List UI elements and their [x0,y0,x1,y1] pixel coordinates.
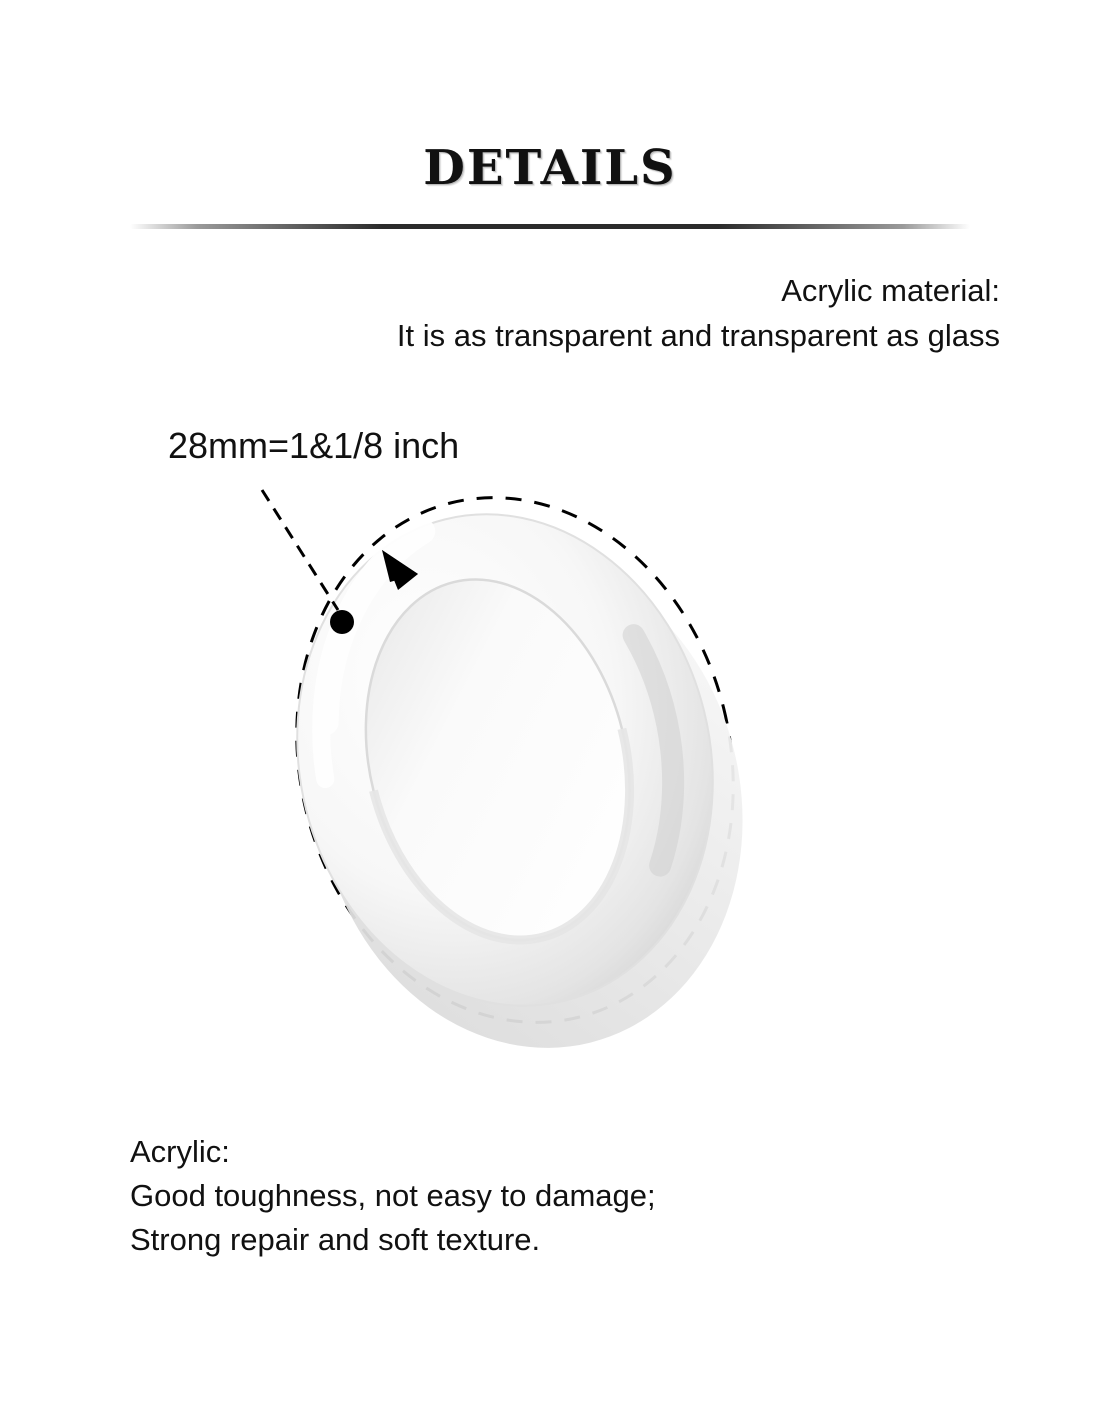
properties-note-line-3: Strong repair and soft texture. [130,1222,541,1257]
properties-note-line-2: Good toughness, not easy to damage; [130,1178,656,1213]
title-divider [130,224,970,229]
material-note [0,268,1000,358]
product-illustration [230,470,810,1080]
dimension-label: 28mm=1&1/8 inch [168,425,460,466]
properties-note-line-1: Acrylic: [130,1134,230,1169]
callout-dot [330,610,354,634]
material-note-line-2: It is as transparent and transparent as glass [396,318,1000,353]
material-note-line-1: Acrylic material: [781,273,1000,308]
page-title: DETAILS [423,140,677,196]
properties-note [130,1130,656,1262]
